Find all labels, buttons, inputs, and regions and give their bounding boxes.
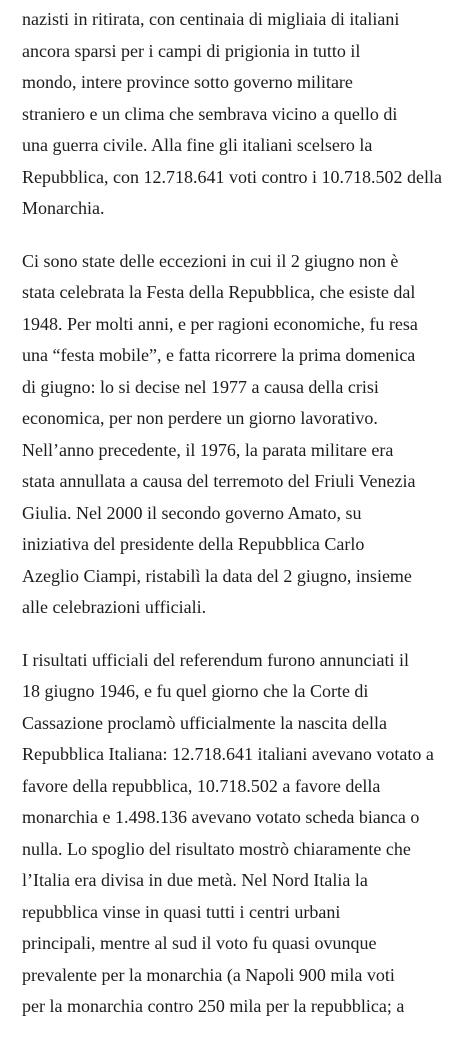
text-line: per la monarchia contro 250 mila per la repubblica; a xyxy=(22,996,405,1016)
text-line: economica, per non perdere un giorno lavorativo. xyxy=(22,408,378,428)
text-line: iniziativa del presidente della Repubblica Carlo xyxy=(22,534,365,554)
text-line: Azeglio Ciampi, ristabilì la data del 2 giugno, insieme xyxy=(22,565,412,586)
text-line: Monarchia. xyxy=(22,198,105,218)
paragraph-referendum-context xyxy=(22,4,458,225)
text-line: ancora sparsi per i campi di prigionia in tutto il xyxy=(22,40,361,61)
text-line: stata celebrata la Festa della Repubblica, che esiste dal xyxy=(22,282,416,302)
text-line: nulla. Lo spoglio del risultato mostrò chiaramente che xyxy=(22,838,411,859)
text-line: una “festa mobile”, e fatta ricorrere la prima domenica xyxy=(22,345,416,365)
text-line: una guerra civile. Alla fine gli italiani scelsero la xyxy=(22,135,373,155)
text-line: monarchia e 1.498.136 avevano votato scheda bianca o xyxy=(22,807,420,827)
text-line: 18 giugno 1946, e fu quel giorno che la Corte di xyxy=(22,681,369,701)
text-line: repubblica vinse in quasi tutti i centri urbani xyxy=(22,901,341,922)
article-body xyxy=(22,4,458,1044)
paragraph-festa-exceptions xyxy=(22,246,458,624)
text-line: Nell’anno precedente, il 1976, la parata militare era xyxy=(22,439,394,460)
text-line: Repubblica, con 12.718.641 voti contro i 10.718.502 della xyxy=(22,166,442,187)
text-line: Repubblica Italiana: 12.718.641 italiani avevano votato a xyxy=(22,744,434,764)
text-line: straniero e un clima che sembrava vicino a quello di xyxy=(22,103,398,124)
text-line: I risultati ufficiali del referendum furono annunciati il xyxy=(22,649,410,670)
text-line: Giulia. Nel 2000 il secondo governo Amato, su xyxy=(22,502,362,523)
text-line: l’Italia era divisa in due metà. Nel Nord Italia la xyxy=(22,870,368,890)
text-line: Cassazione proclamò ufficialmente la nascita della xyxy=(22,712,388,733)
text-line: Ci sono state delle eccezioni in cui il 2 giugno non è xyxy=(22,250,399,271)
text-line: principali, mentre al sud il voto fu quasi ovunque xyxy=(22,933,377,953)
text-line: mondo, intere province sotto governo militare xyxy=(22,72,353,92)
text-line: stata annullata a causa del terremoto del Friuli Venezia xyxy=(22,471,416,491)
text-line: favore della repubblica, 10.718.502 a favore della xyxy=(22,775,381,796)
text-line: nazisti in ritirata, con centinaia di migliaia di italiani xyxy=(22,9,400,29)
text-line: alle celebrazioni ufficiali. xyxy=(22,597,207,617)
paragraph-official-results xyxy=(22,645,458,1023)
text-line: prevalente per la monarchia (a Napoli 900 mila voti xyxy=(22,964,395,985)
text-line: di giugno: lo si decise nel 1977 a causa della crisi xyxy=(22,376,379,397)
text-line: 1948. Per molti anni, e per ragioni economiche, fu resa xyxy=(22,313,418,334)
